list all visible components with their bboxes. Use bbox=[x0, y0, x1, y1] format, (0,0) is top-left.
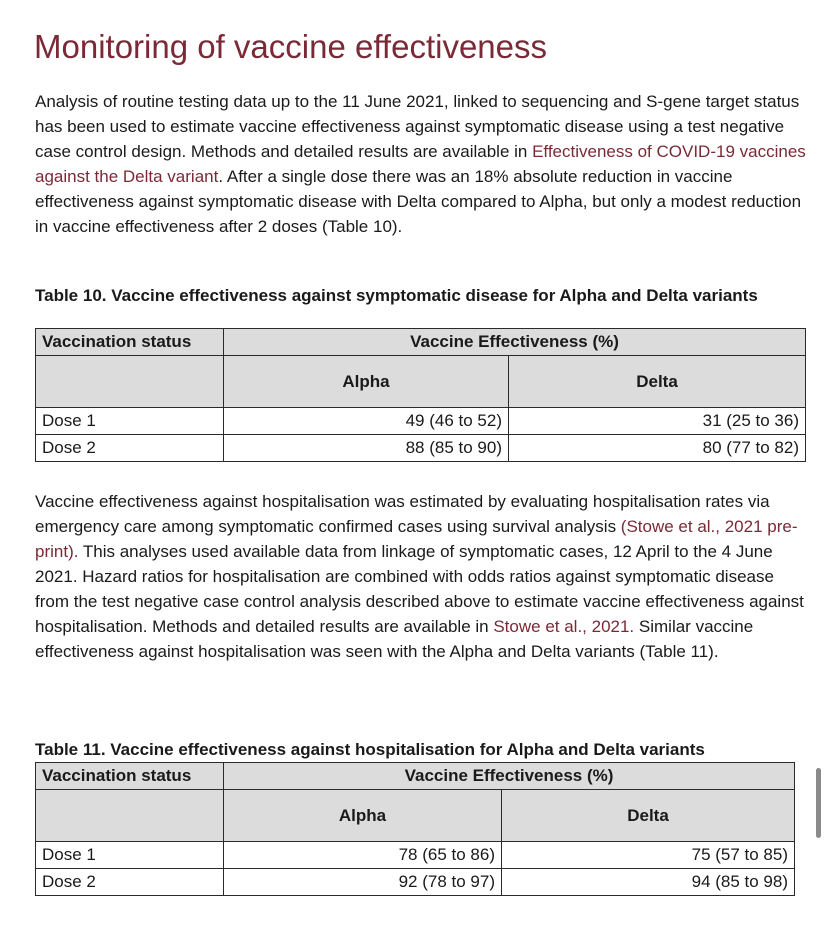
page-title: Monitoring of vaccine effectiveness bbox=[34, 28, 547, 65]
col-vaccination-status: Vaccination status bbox=[36, 763, 224, 790]
hosp-text-3: Similar vaccine effectiveness against hospitalisation was seen with the Alpha and Delta variants (Table 11). bbox=[35, 617, 754, 661]
table-10-caption: Table 10. Vaccine effectiveness against symptomatic disease for Alpha and Delta variants bbox=[35, 286, 758, 305]
hosp-text-1: Vaccine effectiveness against hospitalisation was estimated by evaluating hospitalisation rates via emergency care among symptomatic confirmed cases using survival analysis bbox=[35, 492, 770, 536]
table-10 bbox=[35, 328, 806, 462]
table-11-caption: Table 11. Vaccine effectiveness against hospitalisation for Alpha and Delta variants bbox=[35, 740, 705, 759]
table-header-row bbox=[36, 763, 795, 790]
table-row bbox=[36, 869, 795, 896]
col-vaccination-status: Vaccination status bbox=[36, 329, 224, 356]
row-delta-value: 75 (57 to 85) bbox=[502, 842, 795, 869]
hospitalisation-paragraph bbox=[35, 489, 810, 664]
row-alpha-value: 88 (85 to 90) bbox=[224, 435, 509, 462]
intro-text-start: Analysis of routine testing data up to the 11 June 2021, linked to sequencing and S-gene target status has been used to estimate vaccine effectiveness against symptomatic disease using a test negative case control design. Methods and detailed results are available in bbox=[35, 92, 800, 161]
table-subheader-row bbox=[36, 790, 795, 842]
col-delta: Delta bbox=[502, 790, 795, 842]
row-alpha-value: 92 (78 to 97) bbox=[224, 869, 502, 896]
table-subheader-row bbox=[36, 356, 806, 408]
col-alpha: Alpha bbox=[224, 356, 509, 408]
row-delta-value: 31 (25 to 36) bbox=[509, 408, 806, 435]
intro-paragraph bbox=[35, 89, 810, 239]
blank-header-cell bbox=[36, 790, 224, 842]
table-header-row bbox=[36, 329, 806, 356]
row-status: Dose 2 bbox=[36, 435, 224, 462]
row-delta-value: 94 (85 to 98) bbox=[502, 869, 795, 896]
hosp-text-2: This analyses used available data from linkage of symptomatic cases, 12 April to the 4 June 2021. Hazard ratios for hospitalisation are combined with odds ratios against symptomatic disease from the test negative case control analysis described above to estimate vaccine effectiveness against hospitalisation. Methods and detailed results are available in bbox=[35, 542, 804, 636]
table-11 bbox=[35, 762, 795, 896]
col-alpha: Alpha bbox=[224, 790, 502, 842]
intro-text-end: . After a single dose there was an 18% absolute reduction in vaccine effectiveness against symptomatic disease with Delta compared to Alpha, but only a modest reduction in vaccine effectiveness after 2 doses (Table 10). bbox=[35, 167, 802, 236]
delta-variant-link[interactable]: Effectiveness of COVID-19 vaccines against the Delta variant bbox=[35, 142, 806, 186]
table-row bbox=[36, 435, 806, 462]
col-vaccine-effectiveness: Vaccine Effectiveness (%) bbox=[224, 763, 795, 790]
table-row bbox=[36, 842, 795, 869]
col-vaccine-effectiveness: Vaccine Effectiveness (%) bbox=[224, 329, 806, 356]
row-status: Dose 1 bbox=[36, 842, 224, 869]
row-status: Dose 2 bbox=[36, 869, 224, 896]
stowe-preprint-link[interactable]: (Stowe et al., 2021 pre-print). bbox=[35, 517, 798, 561]
stowe-2021-link[interactable]: Stowe et al., 2021. bbox=[493, 617, 635, 636]
table-row bbox=[36, 408, 806, 435]
row-status: Dose 1 bbox=[36, 408, 224, 435]
row-alpha-value: 78 (65 to 86) bbox=[224, 842, 502, 869]
col-delta: Delta bbox=[509, 356, 806, 408]
row-delta-value: 80 (77 to 82) bbox=[509, 435, 806, 462]
blank-header-cell bbox=[36, 356, 224, 408]
row-alpha-value: 49 (46 to 52) bbox=[224, 408, 509, 435]
vertical-scrollbar[interactable] bbox=[816, 768, 821, 838]
